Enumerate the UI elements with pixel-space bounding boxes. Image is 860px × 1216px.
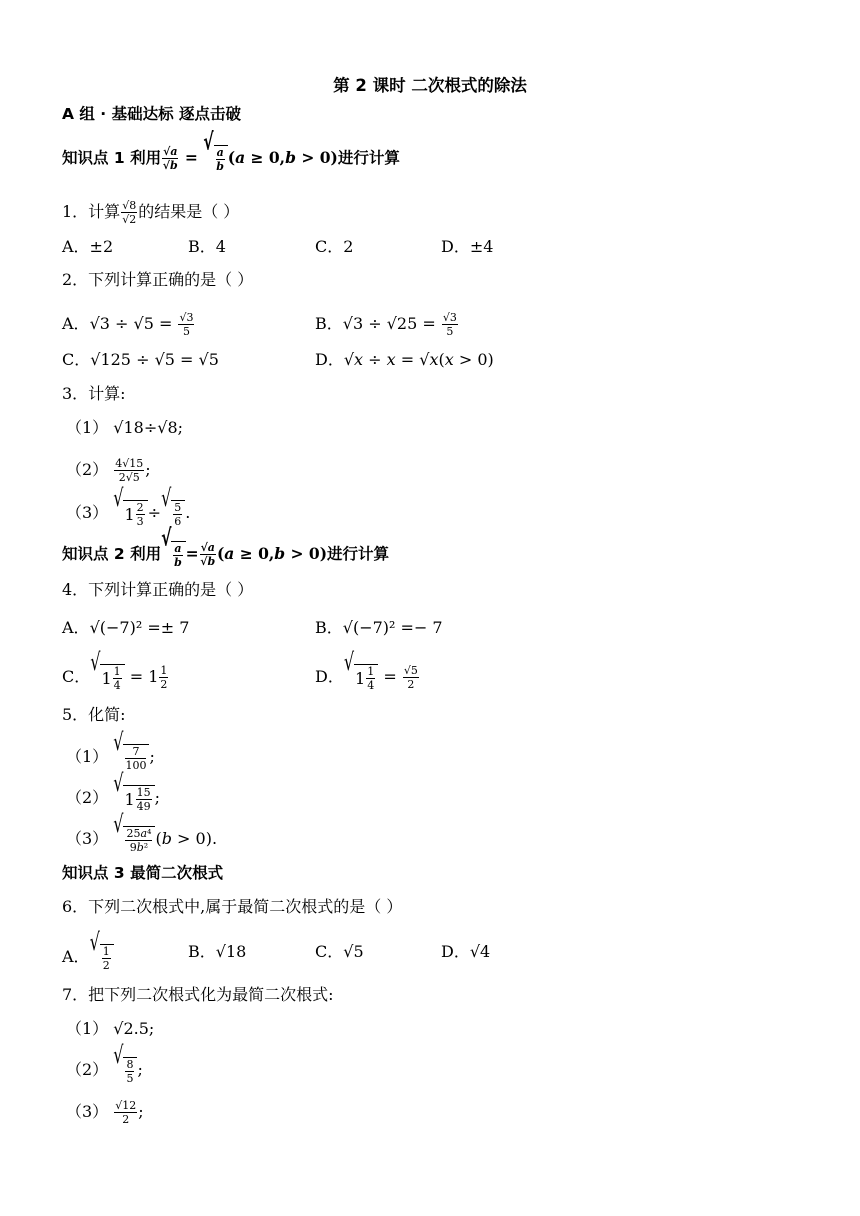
q5-part-1: （1） √ $\frac{7}{100}$ ; [66, 727, 155, 772]
q4-option-a: A．√(−7)² =± 7 [62, 618, 190, 637]
question-4: 4．下列计算正确的是（ ） [62, 580, 254, 599]
q4-option-d: D． √ 1 $\frac{1}{4}$ = $\frac{√5}{2}$ [315, 647, 418, 692]
q2-option-c: C．√125 ÷ √5 = √5 [62, 350, 219, 369]
q5-part-1-label: （1） [66, 747, 109, 766]
q3-part-2: （2） $\frac{4√15}{2√5}$ ; [66, 457, 151, 484]
q1-stem-a: 1．计算 [62, 202, 121, 221]
q1-option-a: A．±2 [62, 237, 114, 256]
q7-part-1: （1） √2.5; [66, 1019, 155, 1038]
q6-option-b: B．√18 [188, 942, 247, 961]
kp1-formula-right: √ $\frac{a}{b}$ [203, 145, 227, 172]
q4-option-c: C． √ 1 $\frac{1}{4}$ = 1 $\frac{1}{2}$ [62, 647, 168, 692]
q7-part-3: （3） $\frac{√12}{2}$ ; [66, 1099, 144, 1126]
q3-part-3: （3） √ 1 $\frac{2}{3}$ ÷ √ $\frac{5}{6}$ . [66, 483, 191, 528]
question-5: 5．化简: [62, 705, 126, 724]
q7-part-3-label: （3） [66, 1102, 109, 1121]
q6-option-d: D．√4 [441, 942, 491, 961]
q1-stem-b: 的结果是（ ） [138, 202, 240, 221]
knowledge-point-1: 知识点 1 利用 $\frac{√a}{√b}$ = √ $\frac{a}{b}$ (a ≥ 0,b > 0)进行计算 [62, 128, 400, 173]
q6-option-a: A． √ $\frac{1}{2}$ [62, 944, 114, 971]
q7-part-1-label: （1） [66, 1019, 109, 1038]
question-3: 3．计算: [62, 384, 126, 403]
q6-label-d: D． [441, 942, 470, 961]
kp2-suffix: 进行计算 [327, 545, 390, 563]
q4-label-c: C． [62, 667, 91, 686]
q5-part-2-label: （2） [66, 788, 109, 807]
q4-label-b: B． [315, 618, 343, 637]
q6-option-c: C．√5 [315, 942, 364, 961]
question-2: 2．下列计算正确的是（ ） [62, 270, 254, 289]
kp1-prefix: 知识点 1 利用 [62, 149, 162, 167]
question-7: 7．把下列二次根式化为最简二次根式: [62, 985, 334, 1004]
q3-part-2-label: （2） [66, 460, 109, 479]
question-1 [62, 200, 239, 225]
q2-label-b: B． [315, 314, 343, 333]
q2-option-b: B．√3 ÷ √25 = $\frac{√3}{5}$ [315, 311, 457, 338]
q1-option-b: B．4 [188, 237, 226, 256]
q2-option-d: D．√x ÷ x = √x(x > 0) [315, 350, 494, 369]
q2-option-a: A．√3 ÷ √5 = $\frac{√3}{5}$ [62, 311, 194, 338]
q2-label-d: D． [315, 350, 344, 369]
knowledge-point-2: 知识点 2 利用 √ $\frac{a}{b}$ = $\frac{√a}{√b}$ (a ≥ 0,b > 0)进行计算 [62, 524, 390, 569]
kp1-formula-left: $\frac{√a}{√b}$ [162, 145, 178, 172]
q4-option-b: B．√(−7)² =− 7 [315, 618, 443, 637]
page-title: 第 2 课时 二次根式的除法 [333, 76, 527, 95]
q3-part-1-label: （1） [66, 418, 109, 437]
q6-label-b: B． [188, 942, 216, 961]
q7-part-2: （2） √ $\frac{8}{5}$ ; [66, 1040, 143, 1085]
q1-option-d: D．±4 [441, 237, 494, 256]
question-6: 6．下列二次根式中,属于最简二次根式的是（ ） [62, 897, 403, 916]
q5-part-3: （3） √ $\frac{\text{25a⁴}}{\text{9b²}}$ (b > 0). [66, 809, 218, 854]
q4-label-d: D． [315, 667, 344, 686]
q1-option-c: C．2 [315, 237, 354, 256]
kp2-prefix: 知识点 2 利用 [62, 545, 162, 563]
q2-label-a: A． [62, 314, 90, 333]
kp1-suffix: 进行计算 [337, 149, 400, 167]
q3-part-3-label: （3） [66, 503, 109, 522]
q7-part-2-label: （2） [66, 1060, 109, 1079]
q5-part-2: （2） √ 1 $\frac{15}{49}$ ; [66, 768, 161, 813]
q1-fraction: $\frac{√8}{√2}$ [122, 199, 137, 226]
q4-label-a: A． [62, 618, 90, 637]
group-heading: A 组 · 基础达标 逐点击破 [62, 105, 241, 123]
knowledge-point-3: 知识点 3 最简二次根式 [62, 864, 224, 882]
q3-part-1: （1） √18÷√8; [66, 418, 184, 437]
q2-label-c: C． [62, 350, 91, 369]
q6-label-a: A． [62, 947, 90, 966]
q6-label-c: C． [315, 942, 344, 961]
q5-part-3-label: （3） [66, 829, 109, 848]
